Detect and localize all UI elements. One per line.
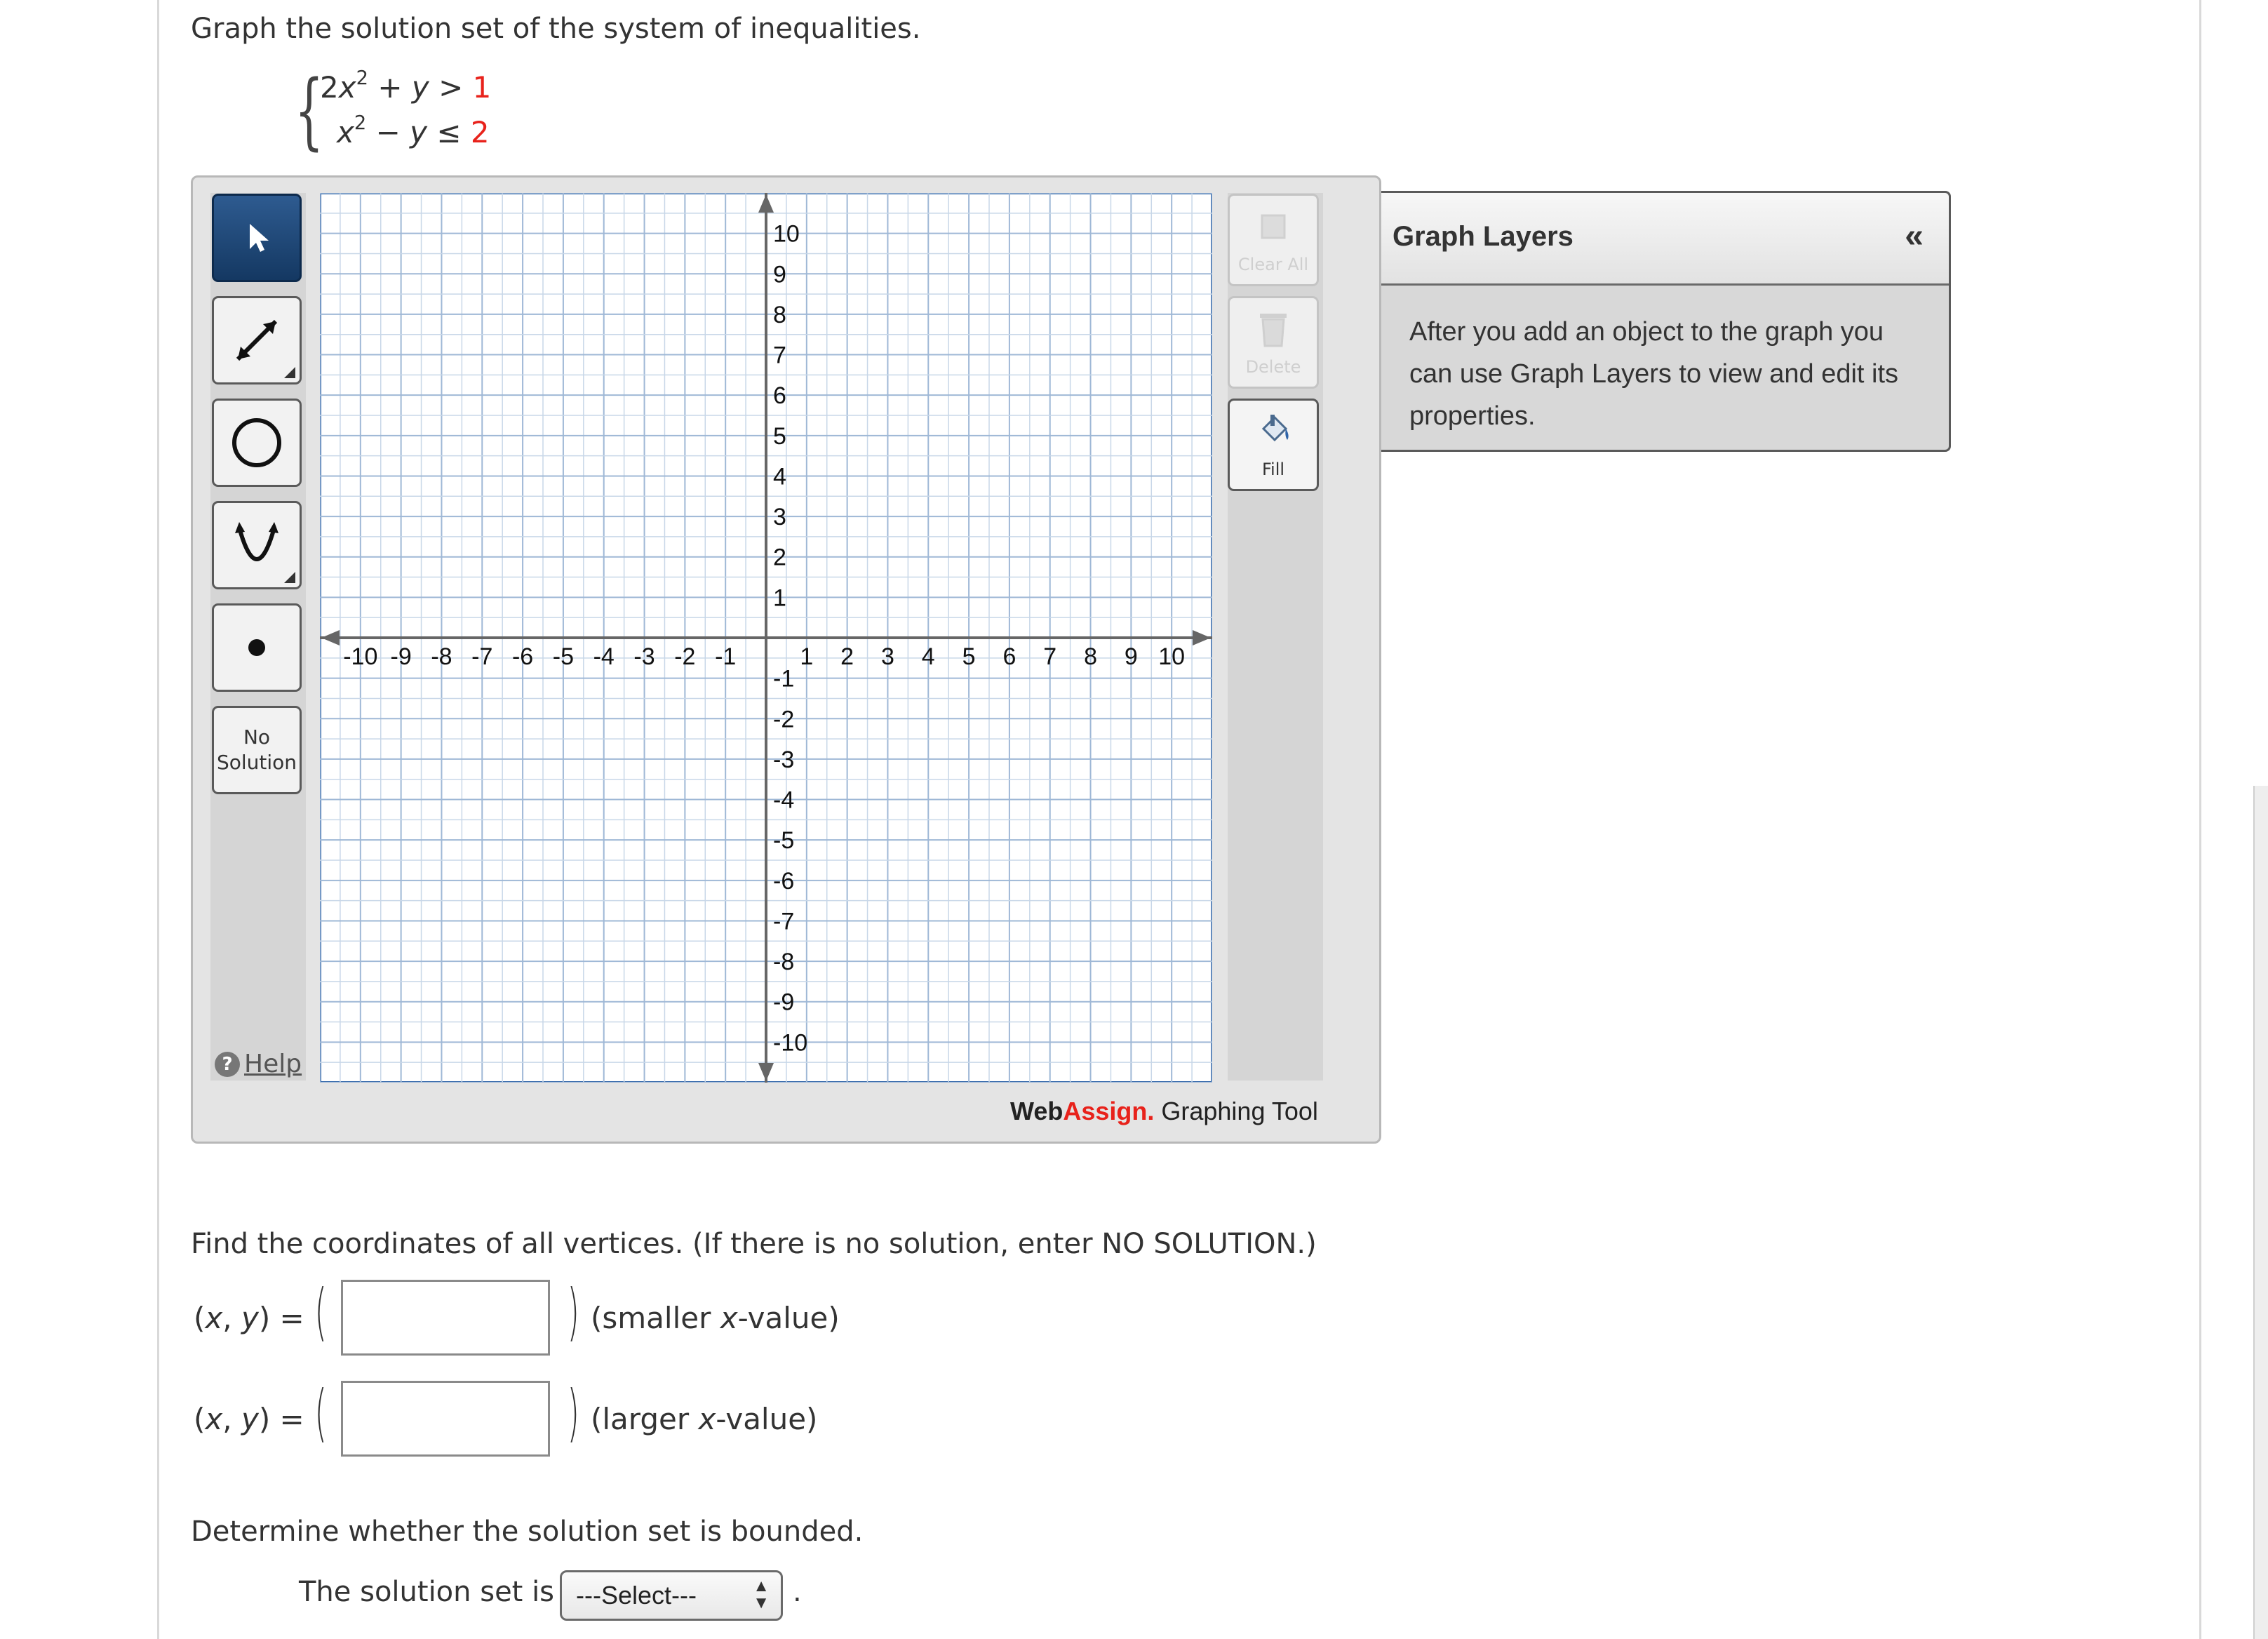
bounded-period: .	[793, 1576, 802, 1608]
y-tick-label: 8	[773, 301, 786, 328]
page-right-border	[2199, 0, 2201, 1639]
parabola-tool-button[interactable]	[212, 501, 302, 589]
y-tick-label: 4	[773, 463, 786, 490]
close-paren: )	[567, 1276, 579, 1348]
help-link[interactable]: ? Help	[215, 1050, 302, 1078]
y-tick-label: -8	[773, 949, 795, 976]
clear-all-icon	[1258, 211, 1289, 242]
bounded-select[interactable]	[560, 1570, 783, 1621]
scrollbar[interactable]	[2253, 786, 2268, 1639]
graph-layers-panel	[1381, 191, 1951, 452]
x-tick-label: 4	[921, 643, 935, 670]
y-tick-label: 7	[773, 342, 786, 369]
line-arrow-icon	[225, 309, 288, 372]
point-tool-button[interactable]	[212, 603, 302, 692]
clear-all-button[interactable]: Clear All	[1228, 194, 1319, 286]
inequality-system	[295, 62, 533, 159]
x-tick-label: 6	[1002, 643, 1016, 670]
circle-tool-button[interactable]	[212, 399, 302, 487]
bounded-select-value: ---Select---	[576, 1581, 697, 1610]
close-paren: )	[567, 1377, 579, 1449]
y-tick-label: 5	[773, 422, 786, 450]
x-tick-label: -7	[471, 643, 493, 670]
y-tick-label: -10	[773, 1029, 808, 1057]
no-solution-button[interactable]	[212, 706, 302, 794]
brace-symbol: {	[295, 62, 324, 159]
y-tick-label: -7	[773, 908, 795, 935]
y-tick-label: -2	[773, 706, 795, 733]
x-tick-label: -2	[674, 643, 696, 670]
x-tick-label: -3	[633, 643, 655, 670]
y-tick-label: 10	[773, 220, 800, 248]
open-paren: (	[314, 1276, 327, 1348]
x-tick-label: -1	[715, 643, 737, 670]
trash-icon	[1256, 309, 1291, 349]
select-arrows-icon: ▲ ▼	[753, 1577, 770, 1612]
question-instruction: Graph the solution set of the system of inequalities.	[191, 13, 921, 45]
y-tick-label: 3	[773, 504, 786, 531]
y-tick-label: 6	[773, 382, 786, 410]
x-tick-label: 9	[1124, 643, 1138, 670]
x-tick-label: -9	[390, 643, 412, 670]
vertex-1-label: (x, y) =	[194, 1301, 304, 1335]
fill-button[interactable]: Fill	[1228, 399, 1319, 491]
coordinate-grid[interactable]	[320, 193, 1212, 1083]
bounded-instruction: Determine whether the solution set is bounded.	[191, 1516, 864, 1548]
submenu-indicator-icon	[284, 367, 295, 378]
x-tick-label: -5	[552, 643, 575, 670]
vertex-1-input[interactable]	[341, 1280, 550, 1356]
vertex-1-suffix: (smaller x-value)	[591, 1301, 840, 1335]
circle-icon	[225, 411, 288, 474]
vertex-2-label: (x, y) =	[194, 1402, 304, 1436]
submenu-indicator-icon	[284, 572, 295, 583]
help-icon: ?	[215, 1052, 240, 1077]
collapse-icon[interactable]: «	[1905, 218, 1924, 255]
point-icon	[243, 634, 271, 662]
webassign-branding: WebAssign. Graphing Tool	[1010, 1097, 1318, 1125]
y-tick-label: 1	[773, 584, 786, 612]
paint-bucket-icon	[1254, 412, 1293, 451]
x-tick-label: -8	[431, 643, 452, 670]
pointer-tool-button[interactable]	[212, 194, 302, 282]
x-tick-label: 7	[1043, 643, 1057, 670]
x-tick-label: 2	[840, 643, 854, 670]
no-solution-label-2: Solution	[216, 751, 297, 774]
x-tick-label: 3	[880, 643, 894, 670]
bounded-sentence: The solution set is	[299, 1576, 555, 1608]
vertex-2-suffix: (larger x-value)	[591, 1402, 818, 1436]
open-paren: (	[314, 1377, 327, 1449]
delete-button[interactable]: Delete	[1228, 296, 1319, 389]
y-tick-label: -6	[773, 867, 795, 895]
x-tick-label: 1	[800, 643, 814, 670]
y-tick-label: 2	[773, 544, 786, 571]
x-tick-label: 10	[1158, 643, 1186, 670]
line-tool-button[interactable]	[212, 296, 302, 384]
graph-canvas[interactable]	[320, 193, 1212, 1083]
graph-layers-description: After you add an object to the graph you can use Graph Layers to view and edit its properties.	[1409, 317, 1899, 431]
x-tick-label: 5	[962, 643, 976, 670]
y-tick-label: -3	[773, 746, 795, 773]
y-tick-label: 9	[773, 261, 786, 288]
y-tick-label: -9	[773, 989, 795, 1016]
inequality-1: $2x^2 + y > 1$	[320, 67, 492, 105]
x-tick-label: -6	[511, 643, 534, 670]
graph-layers-header	[1381, 193, 1949, 286]
y-tick-label: -4	[773, 787, 795, 814]
vertex-2-input[interactable]	[341, 1381, 550, 1457]
x-tick-label: 8	[1084, 643, 1098, 670]
pointer-icon	[236, 217, 278, 259]
vertices-instruction: Find the coordinates of all vertices. (If there is no solution, enter NO SOLUTION.)	[191, 1228, 1317, 1260]
inequality-2: $x^2 - y \le 2$	[337, 112, 490, 149]
x-tick-label: -4	[593, 643, 615, 670]
no-solution-label-1: No	[243, 725, 271, 749]
page-left-border	[157, 0, 159, 1639]
parabola-icon	[225, 514, 288, 577]
y-tick-label: -1	[773, 665, 795, 693]
x-tick-label: -10	[343, 643, 378, 670]
y-tick-label: -5	[773, 827, 795, 855]
graph-layers-title: Graph Layers	[1393, 221, 1573, 252]
